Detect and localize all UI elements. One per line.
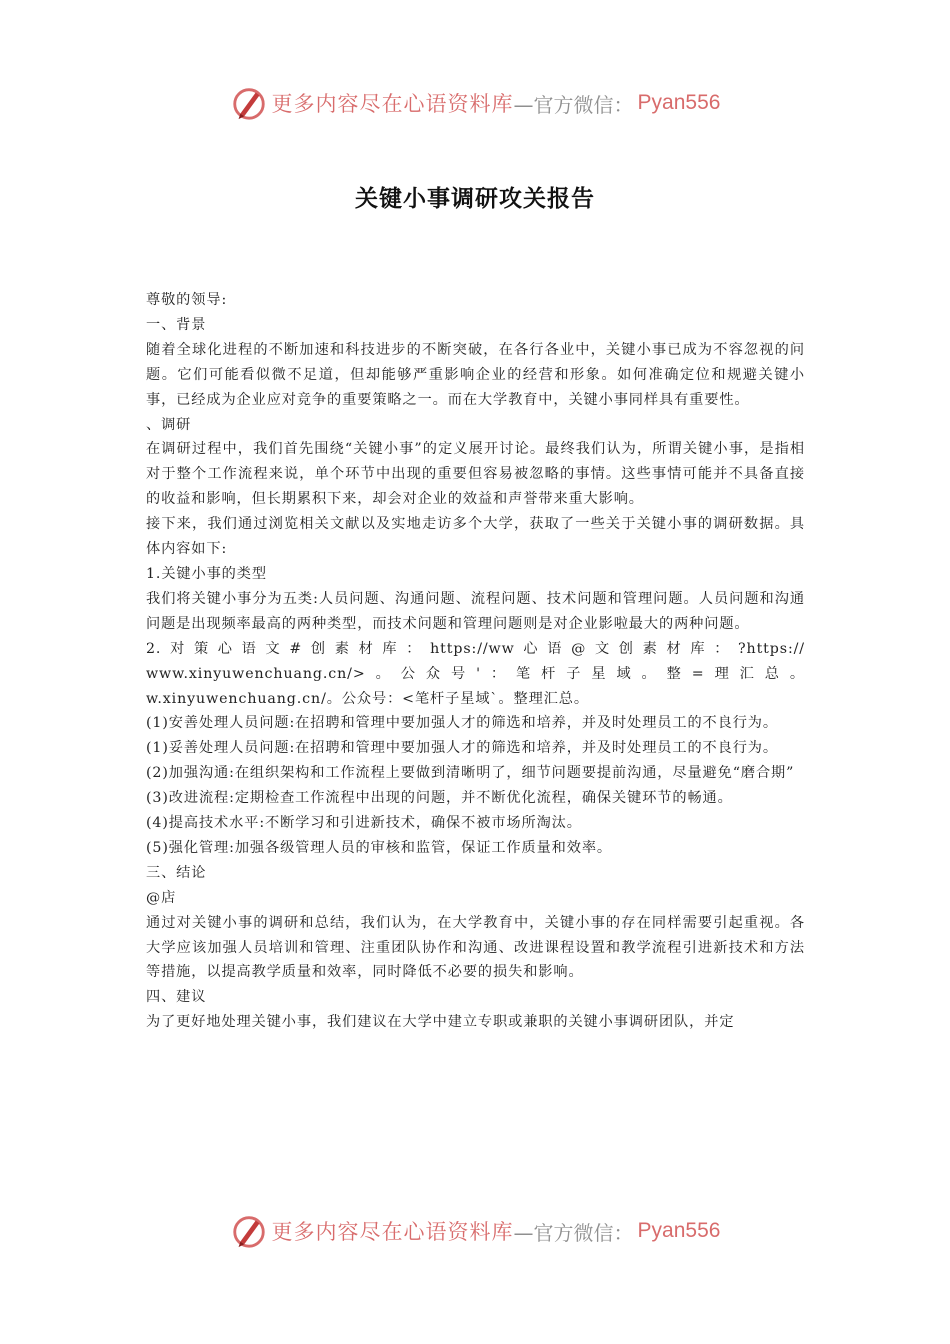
paragraph-research-definition: 在调研过程中，我们首先围绕“关键小事”的定义展开讨论。最终我们认为，所谓关键小事，是指相对于整个工作流程来说，单个环节中出现的重要但容易被忽略的事情。这些事情可能并不具备直接的收益和影响，但长期累积下来，却会对企业的效益和声誉带来重大影响。: [146, 441, 805, 508]
section-heading-background: 一、背景: [146, 316, 207, 333]
stray-mark: @店: [146, 889, 177, 906]
measure-item-3: (3)改进流程:定期检查工作流程中出现的问题，并不断优化流程，确保关键环节的畅通。: [146, 790, 733, 807]
header-banner: [0, 84, 950, 122]
footer-banner: [0, 1212, 950, 1250]
banner-text: 更多内容尽在心语资料库: [271, 1220, 514, 1244]
document-title: 关键小事调研攻关报告: [355, 186, 595, 212]
section-heading-suggestions: 四、建议: [146, 989, 207, 1006]
measure-item-4: (4)提高技术水平:不断学习和引进新技术，确保不被市场所淘汰。: [146, 815, 582, 832]
pen-logo-icon: [230, 84, 268, 122]
banner-wechat-id: Pyan556: [637, 1219, 721, 1242]
paragraph-types: 我们将关键小事分为五类:人员问题、沟通问题、流程问题、技术问题和管理问题。人员问题和沟通问题是出现频率最高的两种类型，而技术问题和管理问题则是对企业影啦最大的两种问题。: [146, 590, 805, 632]
paragraph-watermark-text: www.xinyuwenchuang.cn/>。公众号'：笔杆子星域。整=理汇总。w.xinyuwenchuang.cn/。公众号：<笔杆子星域`。整理汇总。: [146, 665, 805, 707]
banner-separator: —官方微信：: [513, 92, 634, 117]
paragraph-conclusion: 通过对关键小事的调研和总结，我们认为，在大学教育中，关键小事的存在同样需要引起重视。各大学应该加强人员培训和管理、注重团队协作和沟通、改进课程设置和教学流程引进新技术和方法等措施，以提高教学质量和效率，同时降低不必要的损失和影响。: [146, 914, 805, 981]
salutation: 尊敬的领导:: [146, 292, 228, 308]
banner-separator: —官方微信：: [513, 1220, 634, 1245]
measure-item-1a: (1)安善处理人员问题:在招聘和管理中要加强人才的筛选和培养，并及时处理员工的不良行为。: [146, 715, 778, 732]
subheading-measures: 2.对策心语文#创素材库：https://ww心语@文创素材库：?https://: [146, 640, 805, 657]
pen-logo-icon: [230, 1212, 268, 1250]
measure-item-5: (5)强化管理:加强各级管理人员的审核和监管，保证工作质量和效率。: [146, 839, 613, 856]
section-heading-research: 、调研: [146, 416, 192, 433]
banner-text: 更多内容尽在心语资料库: [271, 92, 514, 116]
paragraph-background: 随着全球化进程的不断加速和科技进步的不断突破，在各行各业中，关键小事已成为不容忽视的问题。它们可能看似微不足道，但却能够严重影响企业的经营和形象。如何准确定位和规避关键小事，已经成为企业应对竞争的重要策略之一。而在大学教育中，关键小事同样具有重要性。: [146, 341, 805, 408]
subheading-types: 1.关键小事的类型: [146, 565, 267, 582]
document-body: [146, 288, 805, 1035]
paragraph-research-data: 接下来，我们通过浏览相关文献以及实地走访多个大学，获取了一些关于关键小事的调研数据。具体内容如下:: [146, 516, 805, 558]
measure-item-2: (2)加强沟通:在组织架构和工作流程上要做到清晰明了，细节问题要提前沟通，尽量避免“磨合期”: [146, 765, 795, 782]
measure-item-1b: (1)妥善处理人员问题:在招聘和管理中要加强人才的筛选和培养，并及时处理员工的不良行为。: [146, 740, 778, 757]
banner-wechat-id: Pyan556: [637, 91, 721, 114]
section-heading-conclusion: 三、结论: [146, 864, 207, 881]
paragraph-suggestions: 为了更好地处理关键小事，我们建议在大学中建立专职或兼职的关键小事调研团队，并定: [146, 1014, 735, 1031]
